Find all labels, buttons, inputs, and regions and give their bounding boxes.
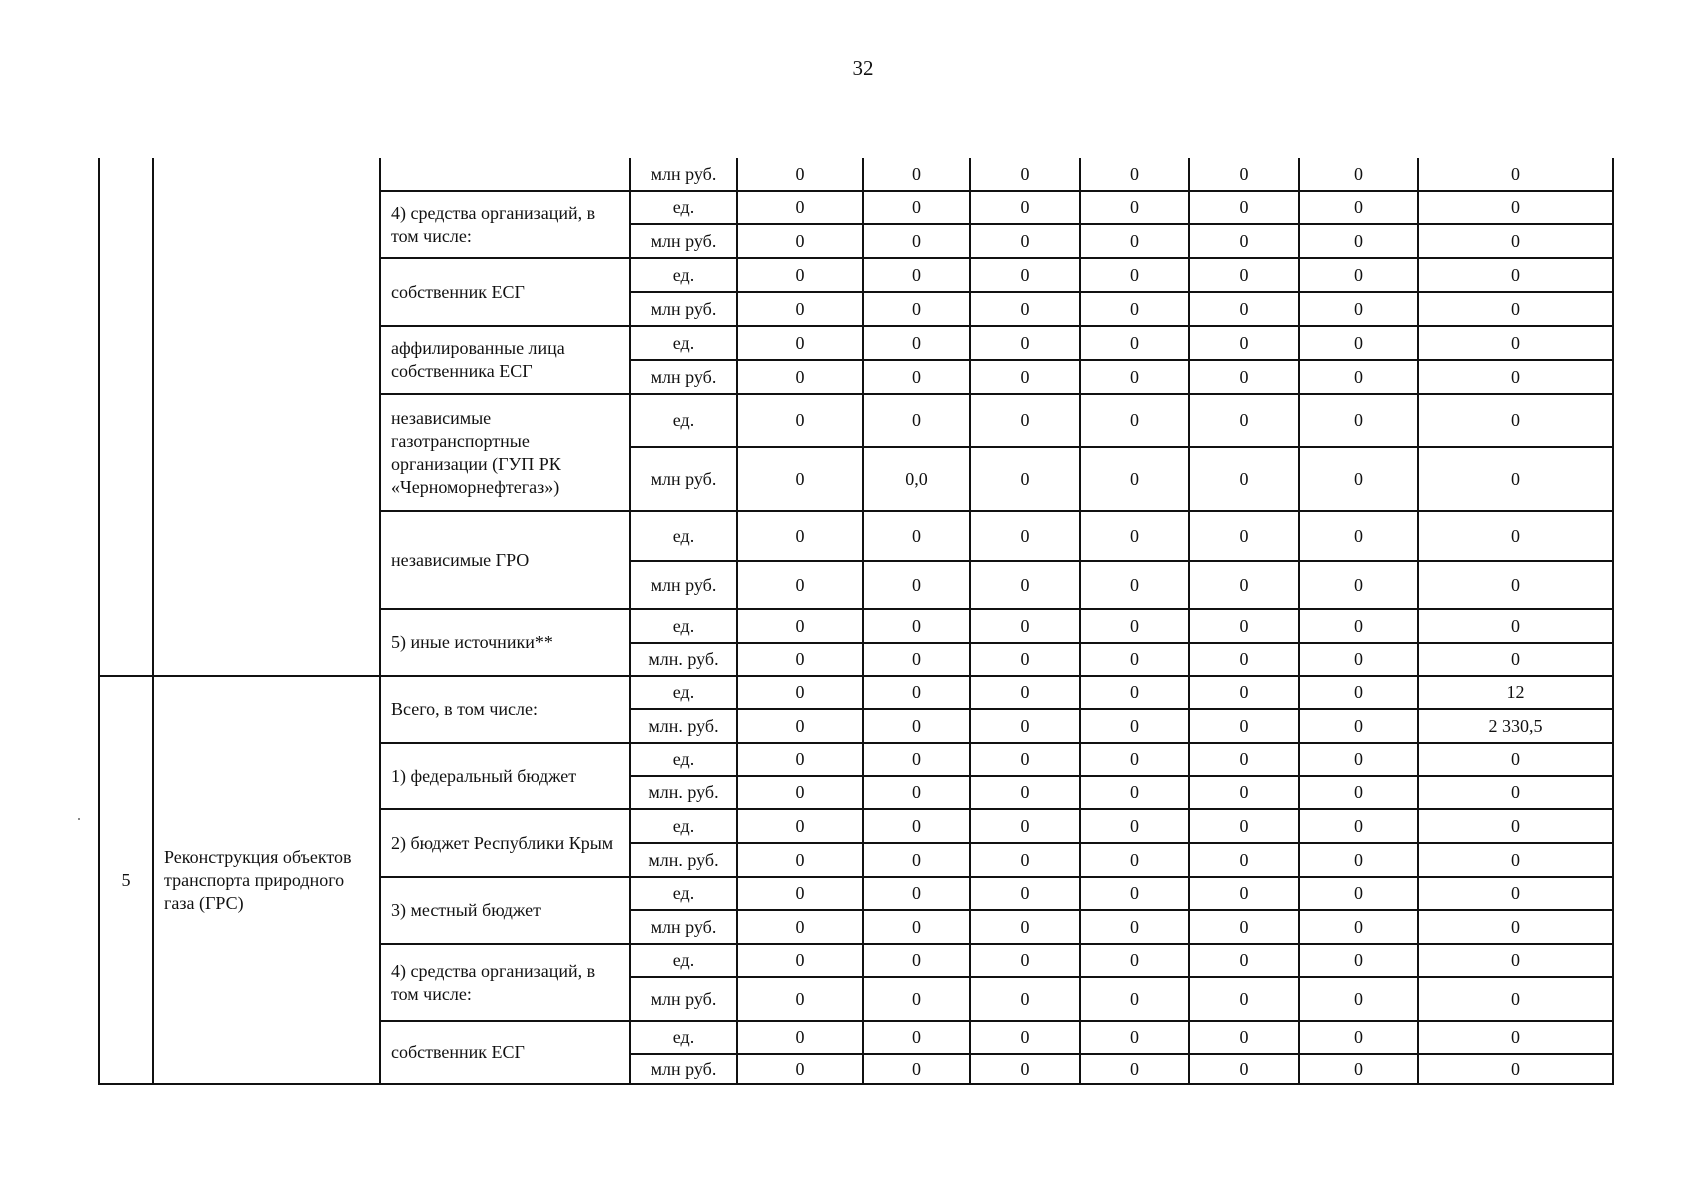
value-cell: 0 [737,224,863,258]
value-cell: 0 [970,158,1080,191]
value-cell: 0 [1189,1021,1299,1054]
table-body [99,158,1613,1084]
source-label-cell: собственник ЕСГ [380,1021,630,1084]
value-cell: 0 [863,877,970,910]
value-cell: 0 [1080,709,1189,743]
value-cell: 0 [1418,944,1613,977]
unit-cell: млн руб. [630,292,737,326]
value-cell: 0 [1299,877,1418,910]
value-cell: 0 [863,676,970,709]
source-label-cell [380,158,630,191]
value-cell: 0 [1080,809,1189,843]
unit-cell: млн руб. [630,1054,737,1084]
value-cell: 0 [1080,158,1189,191]
value-cell: 0 [1080,944,1189,977]
value-cell: 0 [1189,709,1299,743]
value-cell: 0 [863,1054,970,1084]
value-cell: 0 [1189,944,1299,977]
value-cell: 0 [1299,1054,1418,1084]
value-cell: 0 [737,1054,863,1084]
unit-cell: млн руб. [630,561,737,609]
value-cell: 0 [1080,643,1189,676]
value-cell: 0 [863,776,970,809]
value-cell: 0 [1418,158,1613,191]
value-cell: 0 [863,910,970,944]
value-cell: 0 [970,561,1080,609]
value-cell: 0 [863,944,970,977]
value-cell: 0 [1299,511,1418,561]
page-number: 32 [852,56,874,80]
value-cell: 0 [970,877,1080,910]
value-cell: 0 [1418,910,1613,944]
value-cell: 0 [970,843,1080,877]
value-cell: 0 [1080,910,1189,944]
row-index-cell: 5 [99,676,153,1084]
value-cell: 0 [1299,258,1418,292]
value-cell: 0 [1299,676,1418,709]
value-cell: 0 [1080,511,1189,561]
value-cell: 0 [970,394,1080,447]
value-cell: 0 [737,977,863,1021]
value-cell: 0 [970,224,1080,258]
value-cell: 0 [1418,511,1613,561]
value-cell: 0 [970,709,1080,743]
value-cell: 0 [1418,743,1613,776]
unit-cell: ед. [630,258,737,292]
value-cell: 0 [863,561,970,609]
value-cell: 0 [970,743,1080,776]
value-cell: 0 [1299,977,1418,1021]
value-cell: 0 [1418,561,1613,609]
unit-cell: ед. [630,191,737,224]
value-cell: 0 [1189,676,1299,709]
source-label-cell: 3) местный бюджет [380,877,630,944]
value-cell: 0 [1299,224,1418,258]
value-cell: 0 [1418,776,1613,809]
value-cell: 0 [863,643,970,676]
value-cell: 0 [1418,394,1613,447]
value-cell: 0 [1418,326,1613,360]
value-cell: 0 [970,776,1080,809]
unit-cell: млн руб. [630,447,737,511]
value-cell: 0 [1189,191,1299,224]
value-cell: 0 [1418,1021,1613,1054]
table-row [99,158,1613,191]
value-cell: 0 [970,292,1080,326]
source-label-cell: Всего, в том числе: [380,676,630,743]
value-cell: 0 [970,643,1080,676]
value-cell: 0 [1080,447,1189,511]
source-label-cell: независимые газотранспортные организации (ГУП РК «Черноморнефтегаз») [380,394,630,511]
source-label-cell: аффилированные лица собственника ЕСГ [380,326,630,394]
value-cell: 0 [1189,643,1299,676]
value-cell: 0 [970,1021,1080,1054]
value-cell: 0 [1299,944,1418,977]
value-cell: 0 [863,511,970,561]
unit-cell: млн. руб. [630,776,737,809]
unit-cell: млн руб. [630,977,737,1021]
value-cell: 0 [1080,877,1189,910]
value-cell: 0 [1189,224,1299,258]
source-label-cell: собственник ЕСГ [380,258,630,326]
value-cell: 0 [1299,1021,1418,1054]
value-cell: 0 [970,191,1080,224]
value-cell: 0 [1418,643,1613,676]
value-cell: 0 [1418,843,1613,877]
value-cell: 0 [1189,910,1299,944]
value-cell: 2 330,5 [1418,709,1613,743]
value-cell: 0 [970,360,1080,394]
value-cell: 0 [1299,743,1418,776]
value-cell: 0 [1080,843,1189,877]
value-cell: 0 [1299,643,1418,676]
unit-cell: млн. руб. [630,843,737,877]
value-cell: 0 [737,843,863,877]
value-cell: 0 [970,676,1080,709]
value-cell: 0 [863,224,970,258]
value-cell: 0 [1299,809,1418,843]
unit-cell: ед. [630,609,737,643]
value-cell: 0 [1189,292,1299,326]
unit-cell: ед. [630,326,737,360]
unit-cell: млн. руб. [630,709,737,743]
unit-cell: ед. [630,676,737,709]
value-cell: 0 [1189,977,1299,1021]
source-label-cell: 4) средства организаций, в том числе: [380,944,630,1021]
unit-cell: млн. руб. [630,643,737,676]
value-cell: 0 [1299,326,1418,360]
value-cell: 0 [863,609,970,643]
value-cell: 0 [1189,843,1299,877]
value-cell: 0 [970,910,1080,944]
value-cell: 0 [863,1021,970,1054]
value-cell: 0 [970,809,1080,843]
value-cell: 0 [737,877,863,910]
value-cell: 0 [1299,158,1418,191]
value-cell: 0 [1080,292,1189,326]
value-cell: 0 [970,326,1080,360]
value-cell: 0 [1189,609,1299,643]
value-cell: 0 [737,776,863,809]
value-cell: 0 [1080,776,1189,809]
value-cell: 0 [737,709,863,743]
value-cell: 0 [737,609,863,643]
value-cell: 0 [737,292,863,326]
value-cell: 0 [1189,776,1299,809]
value-cell: 0 [737,1021,863,1054]
scan-speck [78,818,80,820]
value-cell: 0 [970,1054,1080,1084]
value-cell: 0 [1299,843,1418,877]
unit-cell: ед. [630,809,737,843]
value-cell: 0 [1080,191,1189,224]
value-cell: 0 [737,360,863,394]
value-cell: 0 [863,258,970,292]
value-cell: 0 [1299,292,1418,326]
value-cell: 0 [1299,394,1418,447]
value-cell: 0 [1080,224,1189,258]
value-cell: 0 [1080,1021,1189,1054]
value-cell: 0 [1299,910,1418,944]
value-cell: 0 [1189,158,1299,191]
source-label-cell: независимые ГРО [380,511,630,609]
value-cell: 0 [1080,326,1189,360]
value-cell: 0 [1189,258,1299,292]
value-cell: 0 [737,809,863,843]
value-cell: 0 [1080,609,1189,643]
value-cell: 0 [1418,1054,1613,1084]
value-cell: 0 [1189,1054,1299,1084]
value-cell: 0 [1418,360,1613,394]
value-cell: 0 [1299,447,1418,511]
value-cell: 0 [1080,977,1189,1021]
value-cell: 0 [1189,743,1299,776]
value-cell: 0 [1299,191,1418,224]
source-label-cell: 2) бюджет Республики Крым [380,809,630,877]
unit-cell: млн руб. [630,158,737,191]
value-cell: 0,0 [863,447,970,511]
value-cell: 0 [863,360,970,394]
value-cell: 0 [1299,360,1418,394]
value-cell: 0 [863,326,970,360]
value-cell: 0 [1299,776,1418,809]
value-cell: 0 [1080,360,1189,394]
value-cell: 0 [1299,609,1418,643]
value-cell: 0 [1189,326,1299,360]
value-cell: 0 [1418,292,1613,326]
value-cell: 0 [1418,258,1613,292]
value-cell: 0 [737,158,863,191]
value-cell: 0 [1418,609,1613,643]
value-cell: 0 [1299,561,1418,609]
value-cell: 0 [863,292,970,326]
value-cell: 0 [737,643,863,676]
value-cell: 0 [1418,877,1613,910]
unit-cell: ед. [630,1021,737,1054]
value-cell: 0 [1189,447,1299,511]
value-cell: 0 [863,191,970,224]
value-cell: 12 [1418,676,1613,709]
value-cell: 0 [1189,877,1299,910]
row-name-cell: Реконструкция объектов транспорта природного газа (ГРС) [153,676,380,1084]
table-row [99,676,1613,709]
unit-cell: ед. [630,511,737,561]
value-cell: 0 [970,447,1080,511]
unit-cell: ед. [630,944,737,977]
unit-cell: ед. [630,743,737,776]
value-cell: 0 [737,447,863,511]
value-cell: 0 [1189,394,1299,447]
value-cell: 0 [737,910,863,944]
value-cell: 0 [737,743,863,776]
value-cell: 0 [863,158,970,191]
value-cell: 0 [1418,809,1613,843]
value-cell: 0 [737,191,863,224]
value-cell: 0 [737,394,863,447]
value-cell: 0 [970,511,1080,561]
value-cell: 0 [863,709,970,743]
value-cell: 0 [1080,1054,1189,1084]
value-cell: 0 [970,609,1080,643]
value-cell: 0 [1418,224,1613,258]
value-cell: 0 [970,977,1080,1021]
value-cell: 0 [1080,676,1189,709]
data-table [98,158,1614,1085]
unit-cell: ед. [630,877,737,910]
value-cell: 0 [863,843,970,877]
value-cell: 0 [1418,977,1613,1021]
value-cell: 0 [1418,191,1613,224]
value-cell: 0 [863,809,970,843]
unit-cell: млн руб. [630,360,737,394]
value-cell: 0 [863,743,970,776]
value-cell: 0 [1189,561,1299,609]
value-cell: 0 [737,326,863,360]
value-cell: 0 [1189,360,1299,394]
value-cell: 0 [970,258,1080,292]
source-label-cell: 4) средства организаций, в том числе: [380,191,630,258]
value-cell: 0 [970,944,1080,977]
value-cell: 0 [1299,709,1418,743]
unit-cell: млн руб. [630,224,737,258]
value-cell: 0 [1080,394,1189,447]
value-cell: 0 [863,977,970,1021]
value-cell: 0 [737,676,863,709]
row-index-cell [99,158,153,676]
value-cell: 0 [737,944,863,977]
row-name-cell [153,158,380,676]
value-cell: 0 [1189,809,1299,843]
value-cell: 0 [737,511,863,561]
value-cell: 0 [1418,447,1613,511]
unit-cell: ед. [630,394,737,447]
value-cell: 0 [863,394,970,447]
value-cell: 0 [737,258,863,292]
value-cell: 0 [1080,561,1189,609]
value-cell: 0 [1080,743,1189,776]
source-label-cell: 1) федеральный бюджет [380,743,630,809]
unit-cell: млн руб. [630,910,737,944]
value-cell: 0 [1080,258,1189,292]
value-cell: 0 [1189,511,1299,561]
source-label-cell: 5) иные источники** [380,609,630,676]
value-cell: 0 [737,561,863,609]
